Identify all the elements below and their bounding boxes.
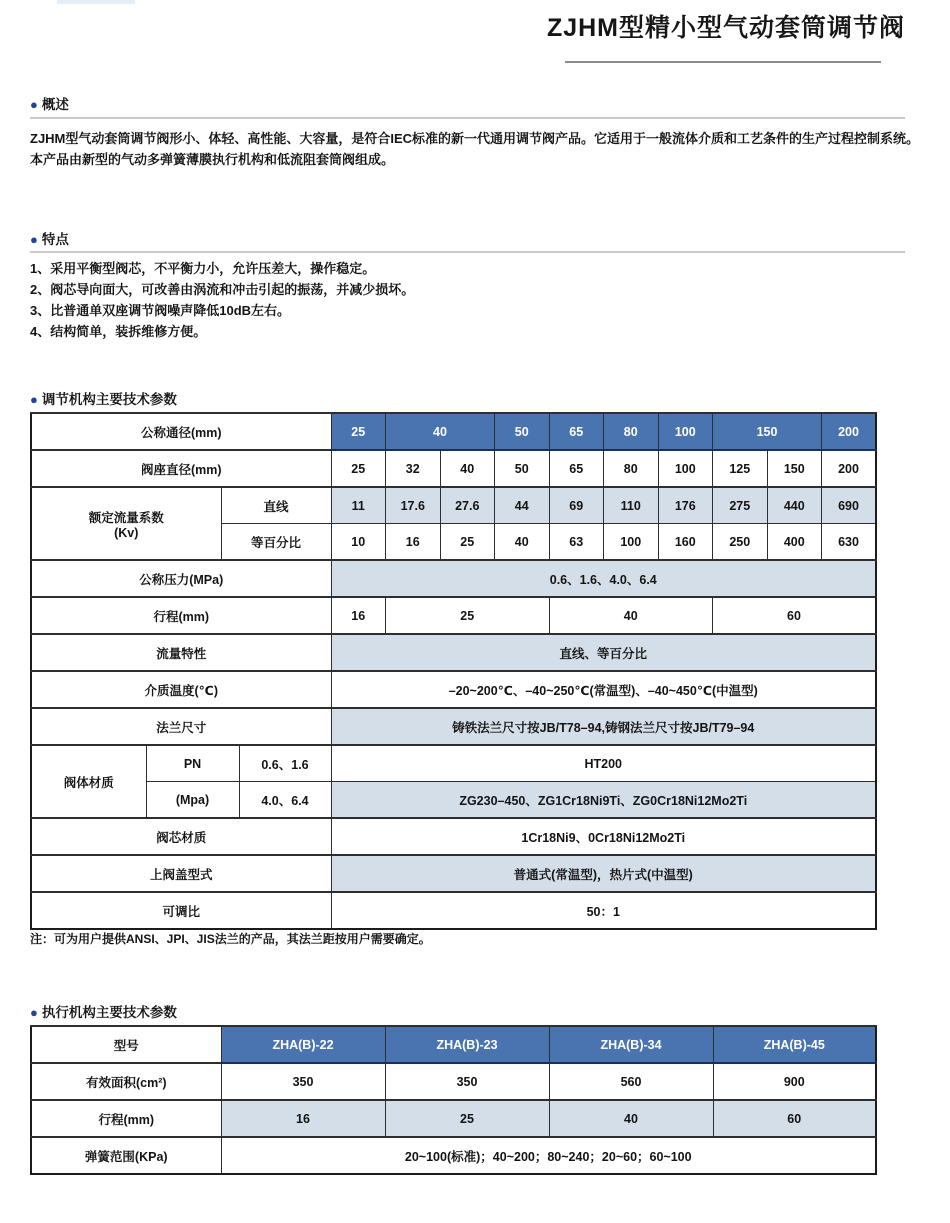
table-row xyxy=(31,487,876,524)
page-title: ZJHM型精小型气动套筒调节阀 xyxy=(546,14,905,42)
value-cell: 普通式(常温型)，热片式(中温型) xyxy=(331,855,876,892)
value-cell: 25 xyxy=(440,524,495,561)
table-row xyxy=(31,1100,876,1137)
value-cell: 100 xyxy=(658,450,713,487)
table-row xyxy=(31,708,876,745)
value-cell: 63 xyxy=(549,524,604,561)
bullet-icon: ● xyxy=(30,392,38,407)
feature-list xyxy=(30,258,920,342)
header-cell: ZHA(B)-45 xyxy=(713,1026,876,1063)
row-label: 公称压力(MPa) xyxy=(31,560,331,597)
value-cell: ZG230–450、ZG1Cr18Ni9Ti、ZG0Cr18Ni12Mo2Ti xyxy=(331,782,876,819)
value-cell: 25 xyxy=(386,597,550,634)
table-row xyxy=(31,855,876,892)
value-cell: 17.6 xyxy=(386,487,441,524)
value-cell: 40 xyxy=(495,524,550,561)
value-cell: 65 xyxy=(549,450,604,487)
value-cell: 32 xyxy=(386,450,441,487)
sub-row-label: 直线 xyxy=(221,487,331,524)
section-heading-actuator-params xyxy=(30,1001,177,1021)
value-cell: 40 xyxy=(549,1100,713,1137)
value-cell: 350 xyxy=(221,1063,385,1100)
table-row xyxy=(31,450,876,487)
header-cell: 80 xyxy=(604,413,659,450)
table-row xyxy=(31,745,876,782)
table-row xyxy=(31,892,876,929)
table-row xyxy=(31,782,876,819)
table-row xyxy=(31,634,876,671)
table-row xyxy=(31,671,876,708)
sub-row-label: PN xyxy=(146,745,239,782)
value-cell: 690 xyxy=(822,487,877,524)
section-heading-text: 调节机构主要技术参数 xyxy=(41,392,177,407)
value-cell: 100 xyxy=(604,524,659,561)
section-heading-features xyxy=(30,228,69,248)
value-cell: 60 xyxy=(713,597,877,634)
sub-row-range: 0.6、1.6 xyxy=(239,745,331,782)
value-cell: 630 xyxy=(822,524,877,561)
bullet-icon: ● xyxy=(30,1005,38,1020)
row-label: 阀体材质 xyxy=(31,745,146,818)
value-cell: 11 xyxy=(331,487,386,524)
header-cell: 65 xyxy=(549,413,604,450)
title-underline xyxy=(565,61,881,63)
value-cell: 25 xyxy=(385,1100,549,1137)
table-row xyxy=(31,1137,876,1174)
header-cell: ZHA(B)-34 xyxy=(549,1026,713,1063)
section-rule xyxy=(30,251,905,253)
actuator-params-table xyxy=(30,1025,877,1175)
row-label: 有效面积(cm²) xyxy=(31,1063,221,1100)
table-row xyxy=(31,560,876,597)
row-label-line: 额定流量系数 xyxy=(88,510,164,525)
value-cell: 160 xyxy=(658,524,713,561)
row-label: 阀座直径(mm) xyxy=(31,450,331,487)
overview-line: ZJHM型气动套筒调节阀形小、体轻、高性能、大容量，是符合IEC标准的新一代通用调节阀产品。它适用于一般流体介质和工艺条件的生产过程控制系统。 xyxy=(30,131,920,146)
value-cell: 铸铁法兰尺寸按JB/T78–94,铸钢法兰尺寸按JB/T79–94 xyxy=(331,708,876,745)
header-cell: 150 xyxy=(713,413,822,450)
value-cell: 176 xyxy=(658,487,713,524)
section-rule xyxy=(30,117,905,119)
value-cell: –20~200℃、–40~250℃(常温型)、–40~450℃(中温型) xyxy=(331,671,876,708)
table-row xyxy=(31,818,876,855)
cropped-header-mark xyxy=(57,0,135,4)
row-label: 行程(mm) xyxy=(31,1100,221,1137)
value-cell: 80 xyxy=(604,450,659,487)
header-cell: 25 xyxy=(331,413,386,450)
value-cell: 20~100(标准)；40~200；80~240；20~60；60~100 xyxy=(221,1137,876,1174)
overview-line: 本产品由新型的气动多弹簧薄膜执行机构和低流阻套筒阀组成。 xyxy=(30,152,395,167)
value-cell: 560 xyxy=(549,1063,713,1100)
row-label xyxy=(31,487,221,560)
row-label: 介质温度(℃) xyxy=(31,671,331,708)
section-heading-text: 特点 xyxy=(41,232,69,247)
value-cell: 50：1 xyxy=(331,892,876,929)
value-cell: 50 xyxy=(495,450,550,487)
value-cell: 40 xyxy=(549,597,713,634)
value-cell: 44 xyxy=(495,487,550,524)
value-cell: 69 xyxy=(549,487,604,524)
row-label: 法兰尺寸 xyxy=(31,708,331,745)
value-cell: 60 xyxy=(713,1100,876,1137)
value-cell: 16 xyxy=(331,597,386,634)
sub-row-label: (Mpa) xyxy=(146,782,239,819)
section-heading-text: 概述 xyxy=(41,97,69,112)
header-cell: 40 xyxy=(386,413,495,450)
row-label: 上阀盖型式 xyxy=(31,855,331,892)
row-label: 行程(mm) xyxy=(31,597,331,634)
header-cell: ZHA(B)-23 xyxy=(385,1026,549,1063)
table-row xyxy=(31,597,876,634)
bullet-icon: ● xyxy=(30,97,38,112)
sub-row-label: 等百分比 xyxy=(221,524,331,561)
table-note: 注：可为用户提供ANSI、JPI、JIS法兰的产品，其法兰距按用户需要确定。 xyxy=(30,932,431,946)
value-cell: 250 xyxy=(713,524,768,561)
row-label: 型号 xyxy=(31,1026,221,1063)
value-cell: HT200 xyxy=(331,745,876,782)
row-label-line: (Kv) xyxy=(114,525,139,540)
header-cell: 100 xyxy=(658,413,713,450)
value-cell: 900 xyxy=(713,1063,876,1100)
value-cell: 10 xyxy=(331,524,386,561)
row-label: 弹簧范围(KPa) xyxy=(31,1137,221,1174)
feature-item: 3、比普通单双座调节阀噪声降低10dB左右。 xyxy=(30,303,291,318)
table-row xyxy=(31,1026,876,1063)
section-heading-overview xyxy=(30,93,69,113)
value-cell: 1Cr18Ni9、0Cr18Ni12Mo2Ti xyxy=(331,818,876,855)
row-label: 公称通径(mm) xyxy=(31,413,331,450)
value-cell: 150 xyxy=(767,450,822,487)
row-label: 阀芯材质 xyxy=(31,818,331,855)
table-row xyxy=(31,413,876,450)
overview-paragraph xyxy=(30,128,920,170)
value-cell: 110 xyxy=(604,487,659,524)
header-cell: 200 xyxy=(822,413,877,450)
regulator-params-table xyxy=(30,412,877,930)
value-cell: 40 xyxy=(440,450,495,487)
row-label: 流量特性 xyxy=(31,634,331,671)
value-cell: 16 xyxy=(221,1100,385,1137)
header-cell: ZHA(B)-22 xyxy=(221,1026,385,1063)
value-cell: 440 xyxy=(767,487,822,524)
row-label: 可调比 xyxy=(31,892,331,929)
value-cell: 25 xyxy=(331,450,386,487)
value-cell: 27.6 xyxy=(440,487,495,524)
value-cell: 直线、等百分比 xyxy=(331,634,876,671)
value-cell: 16 xyxy=(386,524,441,561)
header-cell: 50 xyxy=(495,413,550,450)
feature-item: 2、阀芯导向面大，可改善由涡流和冲击引起的振荡，并减少损坏。 xyxy=(30,282,415,297)
sub-row-range: 4.0、6.4 xyxy=(239,782,331,819)
section-heading-text: 执行机构主要技术参数 xyxy=(41,1005,177,1020)
feature-item: 1、采用平衡型阀芯，不平衡力小，允许压差大，操作稳定。 xyxy=(30,261,376,276)
value-cell: 0.6、1.6、4.0、6.4 xyxy=(331,560,876,597)
regulator-params-table-wrap xyxy=(30,412,875,930)
section-heading-regulator-params xyxy=(30,388,177,408)
actuator-params-table-wrap xyxy=(30,1025,875,1175)
value-cell: 125 xyxy=(713,450,768,487)
table-row xyxy=(31,1063,876,1100)
bullet-icon: ● xyxy=(30,232,38,247)
value-cell: 400 xyxy=(767,524,822,561)
value-cell: 350 xyxy=(385,1063,549,1100)
value-cell: 200 xyxy=(822,450,877,487)
value-cell: 275 xyxy=(713,487,768,524)
feature-item: 4、结构简单，装拆维修方便。 xyxy=(30,324,207,339)
